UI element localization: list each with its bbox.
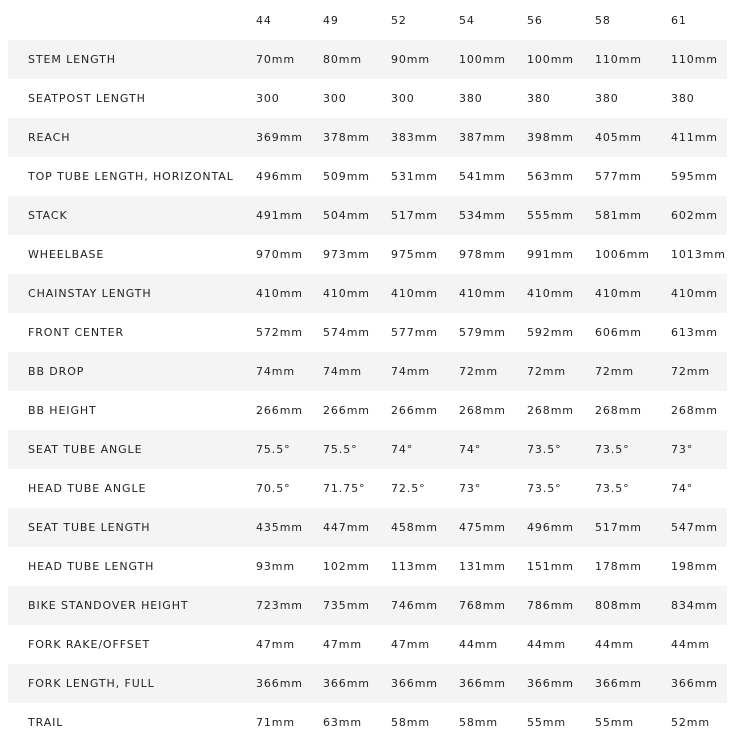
row-label: FRONT CENTER [28, 326, 125, 339]
value-cell: 834mm [671, 599, 718, 612]
value-cell: 300 [256, 92, 280, 105]
size-header-cell: 58 [595, 14, 611, 27]
value-cell: 266mm [323, 404, 370, 417]
value-cell: 72mm [595, 365, 635, 378]
value-cell: 74mm [323, 365, 363, 378]
value-cell: 1006mm [595, 248, 650, 261]
value-cell: 110mm [671, 53, 718, 66]
value-cell: 541mm [459, 170, 506, 183]
value-cell: 74mm [391, 365, 431, 378]
value-cell: 380 [671, 92, 695, 105]
value-cell: 75.5° [323, 443, 358, 456]
value-cell: 577mm [391, 326, 438, 339]
value-cell: 268mm [459, 404, 506, 417]
size-header-cell: 44 [256, 14, 272, 27]
size-header-cell: 61 [671, 14, 687, 27]
value-cell: 735mm [323, 599, 370, 612]
geometry-row [8, 469, 727, 508]
size-header-cell: 52 [391, 14, 407, 27]
value-cell: 768mm [459, 599, 506, 612]
value-cell: 574mm [323, 326, 370, 339]
value-cell: 592mm [527, 326, 574, 339]
value-cell: 509mm [323, 170, 370, 183]
row-label: BB DROP [28, 365, 85, 378]
size-header-cell: 49 [323, 14, 339, 27]
value-cell: 970mm [256, 248, 303, 261]
row-label: TRAIL [28, 716, 64, 729]
value-cell: 577mm [595, 170, 642, 183]
value-cell: 80mm [323, 53, 363, 66]
value-cell: 73.5° [527, 443, 562, 456]
value-cell: 723mm [256, 599, 303, 612]
value-cell: 55mm [595, 716, 635, 729]
value-cell: 151mm [527, 560, 574, 573]
geometry-row [8, 352, 727, 391]
value-cell: 72mm [527, 365, 567, 378]
value-cell: 435mm [256, 521, 303, 534]
value-cell: 55mm [527, 716, 567, 729]
value-cell: 496mm [256, 170, 303, 183]
value-cell: 366mm [323, 677, 370, 690]
value-cell: 475mm [459, 521, 506, 534]
value-cell: 978mm [459, 248, 506, 261]
value-cell: 44mm [671, 638, 711, 651]
value-cell: 70.5° [256, 482, 291, 495]
row-label: CHAINSTAY LENGTH [28, 287, 152, 300]
value-cell: 72mm [671, 365, 711, 378]
value-cell: 71.75° [323, 482, 366, 495]
geometry-row [8, 391, 727, 430]
value-cell: 178mm [595, 560, 642, 573]
value-cell: 491mm [256, 209, 303, 222]
value-cell: 975mm [391, 248, 438, 261]
value-cell: 531mm [391, 170, 438, 183]
value-cell: 73° [459, 482, 482, 495]
value-cell: 555mm [527, 209, 574, 222]
size-header-cell: 56 [527, 14, 543, 27]
value-cell: 410mm [595, 287, 642, 300]
geometry-row [8, 274, 727, 313]
value-cell: 410mm [459, 287, 506, 300]
value-cell: 268mm [527, 404, 574, 417]
value-cell: 366mm [527, 677, 574, 690]
geometry-row [8, 118, 727, 157]
value-cell: 410mm [391, 287, 438, 300]
value-cell: 131mm [459, 560, 506, 573]
value-cell: 447mm [323, 521, 370, 534]
value-cell: 58mm [391, 716, 431, 729]
value-cell: 746mm [391, 599, 438, 612]
row-label: STEM LENGTH [28, 53, 116, 66]
value-cell: 102mm [323, 560, 370, 573]
value-cell: 300 [391, 92, 415, 105]
value-cell: 1013mm [671, 248, 726, 261]
value-cell: 110mm [595, 53, 642, 66]
geometry-row [8, 79, 727, 118]
value-cell: 606mm [595, 326, 642, 339]
row-label: BIKE STANDOVER HEIGHT [28, 599, 189, 612]
value-cell: 266mm [391, 404, 438, 417]
value-cell: 410mm [671, 287, 718, 300]
value-cell: 198mm [671, 560, 718, 573]
value-cell: 517mm [595, 521, 642, 534]
value-cell: 73.5° [527, 482, 562, 495]
value-cell: 411mm [671, 131, 718, 144]
row-label: HEAD TUBE LENGTH [28, 560, 155, 573]
value-cell: 58mm [459, 716, 499, 729]
value-cell: 44mm [595, 638, 635, 651]
value-cell: 602mm [671, 209, 718, 222]
value-cell: 808mm [595, 599, 642, 612]
value-cell: 572mm [256, 326, 303, 339]
value-cell: 534mm [459, 209, 506, 222]
value-cell: 75.5° [256, 443, 291, 456]
value-cell: 72mm [459, 365, 499, 378]
value-cell: 300 [323, 92, 347, 105]
value-cell: 100mm [459, 53, 506, 66]
value-cell: 93mm [256, 560, 296, 573]
value-cell: 517mm [391, 209, 438, 222]
value-cell: 366mm [595, 677, 642, 690]
row-label: WHEELBASE [28, 248, 105, 261]
value-cell: 613mm [671, 326, 718, 339]
value-cell: 496mm [527, 521, 574, 534]
geometry-row [8, 586, 727, 625]
geometry-row [8, 40, 727, 79]
value-cell: 72.5° [391, 482, 426, 495]
row-label: SEATPOST LENGTH [28, 92, 146, 105]
value-cell: 366mm [459, 677, 506, 690]
value-cell: 387mm [459, 131, 506, 144]
geometry-row [8, 625, 727, 664]
geometry-row [8, 313, 727, 352]
value-cell: 47mm [256, 638, 296, 651]
geometry-row [8, 703, 727, 742]
value-cell: 366mm [671, 677, 718, 690]
size-header-row [8, 1, 727, 40]
value-cell: 563mm [527, 170, 574, 183]
value-cell: 113mm [391, 560, 438, 573]
value-cell: 74mm [256, 365, 296, 378]
value-cell: 458mm [391, 521, 438, 534]
row-label: FORK LENGTH, FULL [28, 677, 155, 690]
size-header-cell: 54 [459, 14, 475, 27]
geometry-row [8, 196, 727, 235]
value-cell: 47mm [391, 638, 431, 651]
value-cell: 380 [527, 92, 551, 105]
value-cell: 786mm [527, 599, 574, 612]
value-cell: 74° [459, 443, 482, 456]
value-cell: 74° [671, 482, 694, 495]
value-cell: 44mm [459, 638, 499, 651]
value-cell: 383mm [391, 131, 438, 144]
value-cell: 547mm [671, 521, 718, 534]
value-cell: 44mm [527, 638, 567, 651]
value-cell: 380 [459, 92, 483, 105]
geometry-row [8, 547, 727, 586]
geometry-row [8, 508, 727, 547]
geometry-row [8, 664, 727, 703]
geometry-row [8, 235, 727, 274]
value-cell: 410mm [527, 287, 574, 300]
value-cell: 366mm [391, 677, 438, 690]
value-cell: 47mm [323, 638, 363, 651]
value-cell: 74° [391, 443, 414, 456]
row-label: FORK RAKE/OFFSET [28, 638, 151, 651]
value-cell: 52mm [671, 716, 711, 729]
value-cell: 266mm [256, 404, 303, 417]
row-label: HEAD TUBE ANGLE [28, 482, 147, 495]
value-cell: 380 [595, 92, 619, 105]
value-cell: 398mm [527, 131, 574, 144]
value-cell: 369mm [256, 131, 303, 144]
value-cell: 366mm [256, 677, 303, 690]
value-cell: 410mm [323, 287, 370, 300]
value-cell: 579mm [459, 326, 506, 339]
value-cell: 410mm [256, 287, 303, 300]
value-cell: 991mm [527, 248, 574, 261]
value-cell: 90mm [391, 53, 431, 66]
row-label: SEAT TUBE ANGLE [28, 443, 143, 456]
geometry-row [8, 430, 727, 469]
value-cell: 595mm [671, 170, 718, 183]
row-label: BB HEIGHT [28, 404, 97, 417]
value-cell: 70mm [256, 53, 296, 66]
value-cell: 405mm [595, 131, 642, 144]
value-cell: 71mm [256, 716, 296, 729]
value-cell: 504mm [323, 209, 370, 222]
value-cell: 378mm [323, 131, 370, 144]
value-cell: 63mm [323, 716, 363, 729]
value-cell: 73.5° [595, 482, 630, 495]
row-label: STACK [28, 209, 68, 222]
value-cell: 268mm [671, 404, 718, 417]
geometry-row [8, 157, 727, 196]
value-cell: 268mm [595, 404, 642, 417]
row-label: TOP TUBE LENGTH, HORIZONTAL [28, 170, 234, 183]
value-cell: 581mm [595, 209, 642, 222]
value-cell: 73.5° [595, 443, 630, 456]
value-cell: 73° [671, 443, 694, 456]
row-label: SEAT TUBE LENGTH [28, 521, 151, 534]
value-cell: 973mm [323, 248, 370, 261]
value-cell: 100mm [527, 53, 574, 66]
row-label: REACH [28, 131, 71, 144]
